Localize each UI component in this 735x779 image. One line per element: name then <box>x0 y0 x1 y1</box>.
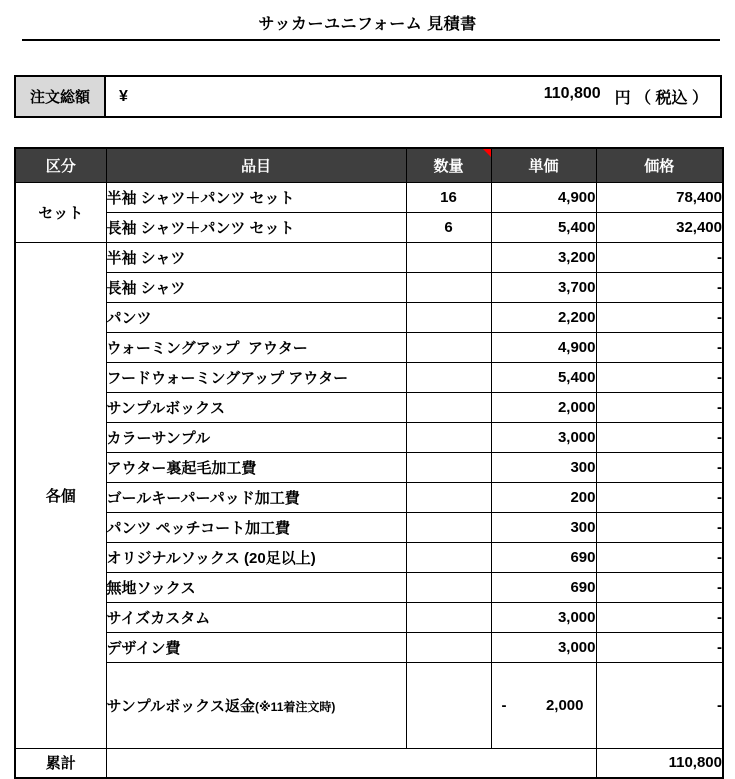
qty-cell: 16 <box>406 182 491 212</box>
table-row <box>15 632 723 662</box>
total-value: 110,800 <box>596 748 723 778</box>
item-name: ゴールキーパーパッド加工費 <box>106 482 406 512</box>
order-total-value <box>106 77 720 116</box>
table-row <box>15 572 723 602</box>
price-cell: - <box>596 602 723 632</box>
unit-price-cell: 5,400 <box>491 362 596 392</box>
item-name: 長袖 シャツ <box>106 272 406 302</box>
header-category: 区分 <box>15 148 106 182</box>
qty-cell: 6 <box>406 212 491 242</box>
qty-cell <box>406 632 491 662</box>
unit-price-cell: 3,000 <box>491 632 596 662</box>
qty-cell <box>406 602 491 632</box>
unit-price-cell: 200 <box>491 482 596 512</box>
item-name: パンツ <box>106 302 406 332</box>
table-row <box>15 242 723 272</box>
table-row <box>15 302 723 332</box>
table-row <box>15 362 723 392</box>
unit-price-cell: 2,000 <box>491 392 596 422</box>
price-cell: 32,400 <box>596 212 723 242</box>
total-spacer <box>106 748 596 778</box>
total-label: 累計 <box>15 748 106 778</box>
unit-price-cell: 4,900 <box>491 182 596 212</box>
qty-cell <box>406 362 491 392</box>
order-total-label: 注文総額 <box>16 77 106 116</box>
table-row <box>15 482 723 512</box>
price-cell: - <box>596 542 723 572</box>
item-name: オリジナルソックス (20足以上) <box>106 542 406 572</box>
header-unit-price: 単価 <box>491 148 596 182</box>
currency-symbol: ¥ <box>119 87 128 105</box>
item-name: 半袖 シャツ <box>106 242 406 272</box>
qty-cell <box>406 542 491 572</box>
quote-table <box>14 147 724 779</box>
unit-price-cell: 3,700 <box>491 272 596 302</box>
header-row <box>15 148 723 182</box>
item-name-main: サンプルボックス返金 <box>106 697 256 715</box>
unit-price-cell: 300 <box>491 512 596 542</box>
table-row <box>15 452 723 482</box>
qty-cell <box>406 392 491 422</box>
item-name: サイズカスタム <box>106 602 406 632</box>
unit-price-cell: 5,400 <box>491 212 596 242</box>
price-cell: - <box>596 572 723 602</box>
item-name: パンツ ペッチコート加工費 <box>106 512 406 542</box>
qty-cell <box>406 572 491 602</box>
table-row <box>15 512 723 542</box>
unit-price-cell <box>491 662 596 748</box>
unit-price-cell: 4,900 <box>491 332 596 362</box>
qty-cell <box>406 302 491 332</box>
price-cell: - <box>596 332 723 362</box>
price-cell: - <box>596 662 723 748</box>
price-cell: - <box>596 512 723 542</box>
table-row <box>15 422 723 452</box>
comment-marker-icon[interactable] <box>483 149 491 157</box>
unit-price-cell: 690 <box>491 572 596 602</box>
minus-sign: - <box>501 696 507 714</box>
unit-price-cell: 300 <box>491 452 596 482</box>
qty-cell <box>406 422 491 452</box>
page-title: サッカーユニフォーム 見積書 <box>258 16 477 33</box>
unit-price-cell: 690 <box>491 542 596 572</box>
item-name-note: (※11着注文時) <box>255 699 336 714</box>
unit-price-cell: 3,200 <box>491 242 596 272</box>
item-name: 無地ソックス <box>106 572 406 602</box>
order-total-box <box>14 75 722 118</box>
unit-price-value: 2,000 <box>545 696 584 714</box>
qty-cell <box>406 512 491 542</box>
unit-price-cell: 3,000 <box>491 422 596 452</box>
header-qty-label: 数量 <box>433 157 464 175</box>
price-cell: - <box>596 452 723 482</box>
title-divider <box>22 39 720 41</box>
table-row <box>15 662 723 748</box>
table-row <box>15 272 723 302</box>
qty-cell <box>406 242 491 272</box>
unit-price-cell: 3,000 <box>491 602 596 632</box>
item-name: フードウォーミングアップ アウター <box>106 362 406 392</box>
item-name: サンプルボックス <box>106 392 406 422</box>
price-cell: - <box>596 272 723 302</box>
table-row <box>15 542 723 572</box>
item-name: デザイン費 <box>106 632 406 662</box>
table-row <box>15 602 723 632</box>
header-qty <box>406 148 491 182</box>
qty-cell <box>406 482 491 512</box>
header-item: 品目 <box>106 148 406 182</box>
item-name: 長袖 シャツ＋パンツ セット <box>106 212 406 242</box>
price-cell: - <box>596 362 723 392</box>
price-cell: 78,400 <box>596 182 723 212</box>
price-cell: - <box>596 482 723 512</box>
order-total-amount: 110,800 <box>543 85 601 102</box>
table-row <box>15 392 723 422</box>
price-cell: - <box>596 392 723 422</box>
header-price: 価格 <box>596 148 723 182</box>
table-row <box>15 332 723 362</box>
price-cell: - <box>596 242 723 272</box>
price-cell: - <box>596 632 723 662</box>
table-row <box>15 212 723 242</box>
group-cell-set: セット <box>15 182 106 242</box>
order-total-suffix: 円 （ 税込 ） <box>614 90 708 107</box>
price-cell: - <box>596 302 723 332</box>
qty-cell <box>406 662 491 748</box>
total-row <box>15 748 723 778</box>
qty-cell <box>406 452 491 482</box>
price-cell: - <box>596 422 723 452</box>
qty-cell <box>406 272 491 302</box>
item-name <box>106 662 406 748</box>
item-name: アウター裏起毛加工費 <box>106 452 406 482</box>
item-name: ウォーミングアップ アウター <box>106 332 406 362</box>
item-name: カラーサンプル <box>106 422 406 452</box>
qty-cell <box>406 332 491 362</box>
group-cell-individual: 各個 <box>15 242 106 748</box>
table-row <box>15 182 723 212</box>
item-name: 半袖 シャツ＋パンツ セット <box>106 182 406 212</box>
unit-price-cell: 2,200 <box>491 302 596 332</box>
